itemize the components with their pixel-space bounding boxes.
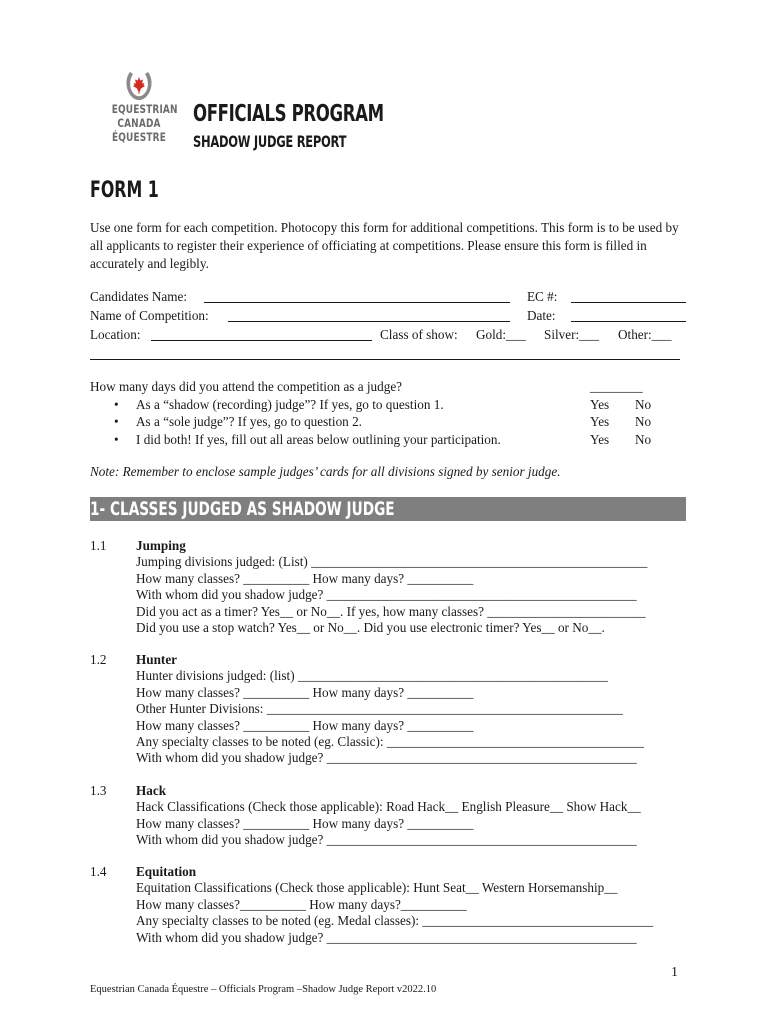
ec-number-label: EC #: (527, 289, 558, 304)
list-item (90, 413, 690, 431)
candidate-name-field[interactable] (204, 302, 510, 303)
subsection-jumping (90, 538, 690, 638)
competition-name-label: Name of Competition: (90, 308, 209, 323)
other-option[interactable]: Other:___ (618, 327, 672, 342)
list-item (90, 431, 690, 449)
report-subtitle: SHADOW JUDGE REPORT (193, 132, 347, 151)
form-line[interactable]: Hack Classifications (Check those applicable): Road Hack__ English Pleasure__ Show Hack__ (136, 799, 641, 815)
competition-name-field[interactable] (228, 321, 510, 322)
intro-paragraph: Use one form for each competition. Photocopy this form for additional competitions. This form is to be used by all applicants to register their experience of officiating at competitions. Please ensure this form is filled in accurately and legibly. (90, 220, 679, 271)
competition-row (90, 307, 690, 325)
both-question: I did both! If yes, fill out all areas below outlining your participation. (136, 431, 501, 447)
date-label: Date: (527, 308, 556, 323)
subsection-hack (90, 783, 690, 851)
subsection-number: 1.3 (90, 783, 107, 798)
subsection-hunter (90, 652, 690, 768)
subsection-number: 1.1 (90, 538, 107, 553)
divider-line (90, 359, 680, 360)
form-line[interactable]: Did you act as a timer? Yes__ or No__. If yes, how many classes? ________________________ (136, 603, 646, 619)
logo-line-1: EQUESTRIAN (111, 102, 178, 116)
section-heading: 1- CLASSES JUDGED AS SHADOW JUDGE (90, 498, 395, 520)
subsection-body (136, 652, 644, 767)
bullet: • (114, 431, 119, 447)
candidate-name-label: Candidates Name: (90, 289, 188, 304)
subsection-number: 1.2 (90, 652, 107, 667)
form-line[interactable]: Jumping divisions judged: (List) ___________________________________________________ (136, 554, 648, 570)
attendance-question-row (90, 378, 690, 396)
form-line[interactable]: With whom did you shadow judge? _______________________________________________ (136, 587, 637, 603)
ec-number-field[interactable] (571, 302, 686, 303)
yes-option[interactable]: Yes (590, 431, 610, 447)
form-line[interactable]: Other Hunter Divisions: ______________________________________________________ (136, 701, 623, 717)
form-line[interactable]: With whom did you shadow judge? _______________________________________________ (136, 832, 637, 848)
location-field[interactable] (151, 340, 372, 341)
form-line[interactable]: Did you use a stop watch? Yes__ or No__. Did you use electronic timer? Yes__ or No__. (136, 619, 605, 635)
no-option[interactable]: No (635, 414, 652, 429)
bullet: • (114, 396, 119, 412)
form-line[interactable]: How many classes? __________ How many days? __________ (136, 684, 474, 700)
list-item (90, 396, 690, 414)
form-line[interactable]: Hunter divisions judged: (list) _______________________________________________ (136, 668, 608, 684)
equestrian-canada-logo (104, 70, 178, 144)
no-option[interactable]: No (635, 396, 652, 412)
no-option[interactable]: No (635, 431, 652, 447)
bullet: • (114, 414, 119, 429)
candidate-row (90, 288, 690, 306)
footer-text: Equestrian Canada Équestre – Officials Program –Shadow Judge Report v2022.10 (90, 984, 437, 995)
subsection-title: Hack (136, 783, 167, 798)
subsection-title: Jumping (136, 538, 186, 553)
yes-option[interactable]: Yes (590, 396, 610, 412)
logo-line-2: CANADA (117, 116, 161, 130)
form-line[interactable]: Equitation Classifications (Check those applicable): Hunt Seat__ Western Horsemanship__ (136, 880, 618, 896)
location-row (90, 326, 690, 344)
note-text: Note: Remember to enclose sample judges’ cards for all divisions signed by senior judge. (90, 464, 561, 479)
date-field[interactable] (571, 321, 686, 322)
subsection-body (136, 864, 653, 946)
attendance-questions (90, 378, 690, 448)
form-line[interactable]: How many classes? __________ How many days? __________ (136, 570, 474, 586)
logo-line-3: ÉQUESTRE (111, 130, 167, 144)
form-line[interactable]: How many classes?__________ How many days?__________ (136, 896, 467, 912)
page-number: 1 (671, 965, 678, 980)
subsection-title: Equitation (136, 864, 197, 879)
form-line[interactable]: With whom did you shadow judge? _______________________________________________ (136, 750, 637, 766)
attendance-question: How many days did you attend the competition as a judge? (90, 379, 403, 394)
subsection-body (136, 783, 641, 849)
days-blank[interactable]: ________ (590, 379, 643, 394)
shadow-judge-question: As a “shadow (recording) judge”? If yes, go to question 1. (136, 396, 444, 412)
subsection-body (136, 538, 647, 636)
subsection-equitation (90, 864, 690, 948)
yes-option[interactable]: Yes (590, 414, 610, 429)
sole-judge-question: As a “sole judge”? If yes, go to question 2. (136, 414, 362, 429)
section-heading-bar (90, 497, 686, 521)
form-label: FORM 1 (90, 178, 159, 203)
form-line[interactable]: How many classes? __________ How many days? __________ (136, 717, 474, 733)
form-line[interactable]: How many classes? __________ How many days? __________ (136, 815, 474, 831)
location-label: Location: (90, 327, 141, 342)
form-line[interactable]: Any specialty classes to be noted (eg. Classic): _______________________________________ (136, 733, 645, 749)
form-line[interactable]: Any specialty classes to be noted (eg. Medal classes): ___________________________________ (136, 913, 654, 929)
class-of-show-label: Class of show: (380, 327, 458, 342)
form-line[interactable]: With whom did you shadow judge? _______________________________________________ (136, 929, 637, 945)
subsection-number: 1.4 (90, 864, 107, 879)
silver-option[interactable]: Silver:___ (544, 327, 599, 342)
horseshoe-maple-leaf-icon (124, 70, 154, 102)
subsection-title: Hunter (136, 652, 178, 667)
gold-option[interactable]: Gold:___ (476, 327, 526, 342)
program-title: OFFICIALS PROGRAM (193, 101, 384, 127)
